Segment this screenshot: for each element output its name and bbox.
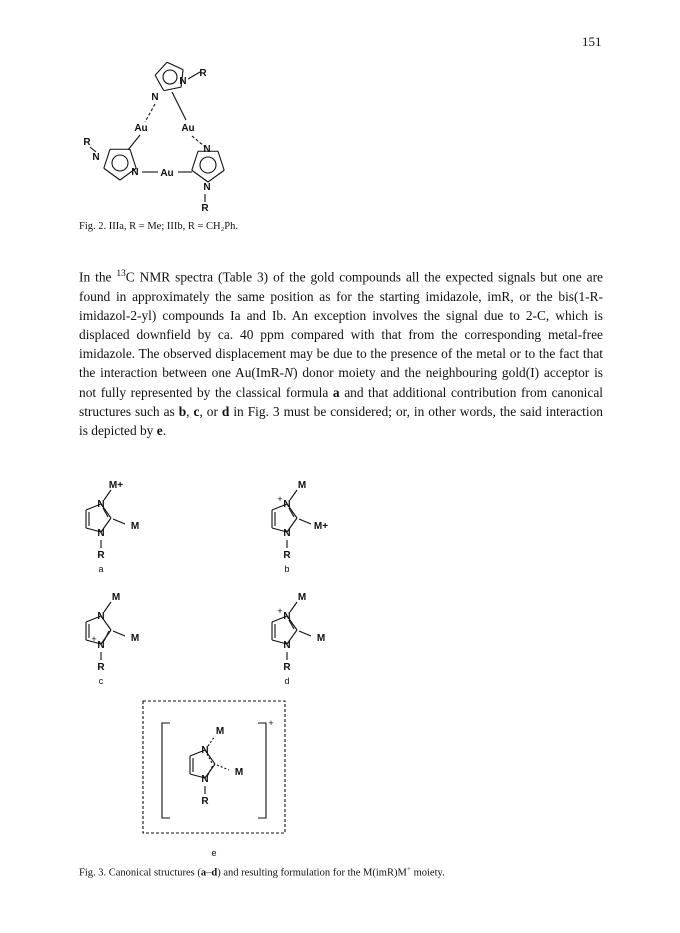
body-segment: C NMR spectra (Table 3) of the gold compounds all the expected signals but one are found in approximately the same position as for the starting imidazole, imR, or the bis(1-R-imidazol-2-yl) compounds Ia and Ib. An exception involves the signal due to 2-C, which is displaced downfield by ca. 40 ppm compared with that from the corresponding metal-free imidazole. The observed displacement may be due to the presence of the metal or to the fact that the interaction between one Au(ImR- bbox=[79, 269, 603, 381]
ring-bond bbox=[86, 616, 101, 622]
body-segment: e bbox=[156, 423, 163, 439]
ring-bond bbox=[104, 168, 120, 180]
body-segment: . bbox=[162, 423, 167, 439]
fig3-caption-segment: ) and resulting formulation for the M(imR)M bbox=[217, 867, 407, 879]
aromatic-ring-circle bbox=[112, 155, 128, 171]
bond bbox=[104, 602, 111, 612]
atom-n: N bbox=[92, 152, 100, 163]
partial-bond bbox=[208, 736, 215, 746]
structure-label: a bbox=[98, 564, 104, 574]
atom-n: N bbox=[97, 528, 105, 539]
delocalized-bond bbox=[208, 765, 213, 775]
substituent-bond bbox=[90, 147, 96, 152]
atom-r: R bbox=[97, 662, 105, 673]
ring-bond bbox=[272, 640, 287, 644]
bond bbox=[128, 135, 140, 150]
atom-m: M bbox=[111, 592, 121, 603]
ring-bond bbox=[155, 62, 167, 75]
ring-bond bbox=[272, 616, 287, 622]
atom-m: M bbox=[130, 633, 140, 644]
aromatic-ring-circle bbox=[200, 157, 216, 173]
bracket-charge: + bbox=[268, 718, 274, 728]
charge: + bbox=[277, 606, 283, 616]
atom-n: N bbox=[201, 745, 209, 756]
ring-bond bbox=[101, 616, 111, 630]
atom-r: R bbox=[97, 550, 105, 561]
ring-bond bbox=[205, 764, 215, 778]
charge: + bbox=[91, 634, 97, 644]
fig3-caption bbox=[79, 864, 445, 879]
atom-n: N bbox=[131, 167, 139, 178]
atom-n: N bbox=[283, 611, 291, 622]
atom-m: M+ bbox=[313, 521, 329, 532]
delocalized-bond bbox=[207, 754, 212, 763]
body-segment: c bbox=[193, 403, 200, 419]
body-segment: a bbox=[332, 384, 340, 400]
ring-bond bbox=[287, 630, 297, 644]
ring-bond bbox=[192, 151, 198, 170]
bond bbox=[290, 490, 297, 500]
body-segment: N bbox=[284, 365, 294, 381]
coordination-bond bbox=[145, 104, 155, 122]
atom-r: R bbox=[283, 662, 291, 673]
bond bbox=[172, 92, 186, 120]
ring-bond bbox=[120, 167, 139, 180]
body-segment: , or bbox=[199, 403, 222, 419]
atom-r: R bbox=[83, 137, 91, 148]
ring-bond bbox=[190, 774, 205, 778]
atom-n: N bbox=[97, 640, 105, 651]
fig3-caption-segment: Fig. 3. Canonical structures ( bbox=[79, 867, 201, 879]
body-segment: in Fig. 3 must be considered; or, in other words, the said interaction is depicted by bbox=[79, 403, 603, 439]
bond bbox=[290, 602, 297, 612]
atom-m: M bbox=[234, 767, 244, 778]
ring-bond bbox=[205, 750, 215, 764]
atom-n: N bbox=[97, 611, 105, 622]
ring-double-bond bbox=[104, 631, 109, 641]
atom-n: N bbox=[179, 76, 187, 87]
partial-bond bbox=[217, 765, 229, 770]
atom-r: R bbox=[283, 550, 291, 561]
atom-au: Au bbox=[134, 123, 148, 134]
atom-n: N bbox=[283, 640, 291, 651]
ring-bond bbox=[287, 504, 297, 518]
ring-double-bond bbox=[289, 508, 294, 517]
structure-label: d bbox=[284, 676, 290, 686]
coordination-bond bbox=[192, 136, 204, 146]
ring-bond bbox=[155, 75, 164, 90]
ring-bond bbox=[104, 149, 110, 168]
fig3-caption-segment: a bbox=[200, 867, 207, 879]
ring-bond bbox=[287, 518, 297, 532]
ring-bond bbox=[130, 149, 136, 168]
atom-m: M bbox=[297, 480, 307, 491]
body-segment: b bbox=[178, 403, 187, 419]
body-segment: and that additional contribution from canonical structures such as bbox=[79, 384, 603, 419]
fig2-caption: Fig. 2. IIIa, R = Me; IIIb, R = CH₂Ph. bbox=[79, 221, 238, 232]
atom-n: N bbox=[283, 528, 291, 539]
ring-bond bbox=[272, 528, 287, 532]
atom-m: M bbox=[297, 592, 307, 603]
ring-bond bbox=[287, 616, 297, 630]
body-segment: In the bbox=[79, 269, 117, 285]
ring-bond bbox=[208, 170, 224, 182]
bond bbox=[299, 631, 311, 636]
atom-m: M bbox=[316, 633, 326, 644]
ring-bond bbox=[192, 170, 208, 182]
aromatic-ring-circle bbox=[163, 70, 177, 84]
atom-n: N bbox=[151, 92, 159, 103]
atom-m: M bbox=[215, 726, 225, 737]
ring-double-bond bbox=[289, 620, 294, 629]
body-segment: 13 bbox=[116, 269, 126, 279]
body-paragraph bbox=[79, 265, 603, 440]
ring-double-bond bbox=[103, 508, 108, 517]
ring-bond bbox=[101, 518, 111, 532]
ring-bond bbox=[218, 151, 224, 170]
structure-label: b bbox=[284, 564, 290, 574]
charge: + bbox=[277, 494, 283, 504]
substituent-bond bbox=[188, 72, 200, 79]
fig3-caption-segment: – bbox=[206, 867, 212, 879]
ring-bond bbox=[101, 504, 111, 518]
atom-r: R bbox=[201, 203, 209, 214]
atom-n: N bbox=[283, 499, 291, 510]
bond bbox=[104, 490, 111, 500]
fig3-caption-segment: d bbox=[211, 867, 218, 879]
ring-bond bbox=[86, 528, 101, 532]
bond bbox=[113, 631, 125, 636]
atom-r: R bbox=[199, 68, 207, 79]
ring-bond bbox=[86, 504, 101, 510]
atom-r: R bbox=[201, 796, 209, 807]
atom-m: M+ bbox=[108, 480, 124, 491]
atom-n: N bbox=[203, 182, 211, 193]
bond bbox=[299, 519, 311, 524]
page-number: 151 bbox=[582, 34, 602, 49]
body-segment: ) donor moiety and the neighbouring gold(I) acceptor is not fully represented by the classical formula bbox=[79, 365, 604, 400]
atom-au: Au bbox=[160, 168, 174, 179]
right-bracket bbox=[258, 723, 266, 818]
ring-bond bbox=[164, 87, 181, 91]
left-bracket bbox=[162, 723, 170, 818]
ring-bond bbox=[190, 750, 205, 756]
ring-bond bbox=[181, 70, 183, 88]
structure-label: c bbox=[98, 676, 104, 686]
ring-bond bbox=[101, 630, 111, 644]
dashed-box bbox=[143, 701, 285, 833]
ring-bond bbox=[86, 640, 101, 644]
ring-bond bbox=[167, 62, 183, 69]
atom-n: N bbox=[97, 499, 105, 510]
structure-label-e: e bbox=[211, 848, 217, 858]
atom-n: N bbox=[201, 774, 209, 785]
body-segment: , bbox=[186, 403, 194, 419]
fig3-caption-segment: + bbox=[406, 864, 411, 873]
fig3-caption-segment: moiety. bbox=[410, 867, 445, 879]
atom-au: Au bbox=[181, 123, 195, 134]
bond bbox=[113, 519, 125, 524]
atom-m: M bbox=[130, 521, 140, 532]
body-segment: d bbox=[221, 403, 230, 419]
ring-bond bbox=[272, 504, 287, 510]
atom-n: N bbox=[203, 144, 211, 155]
